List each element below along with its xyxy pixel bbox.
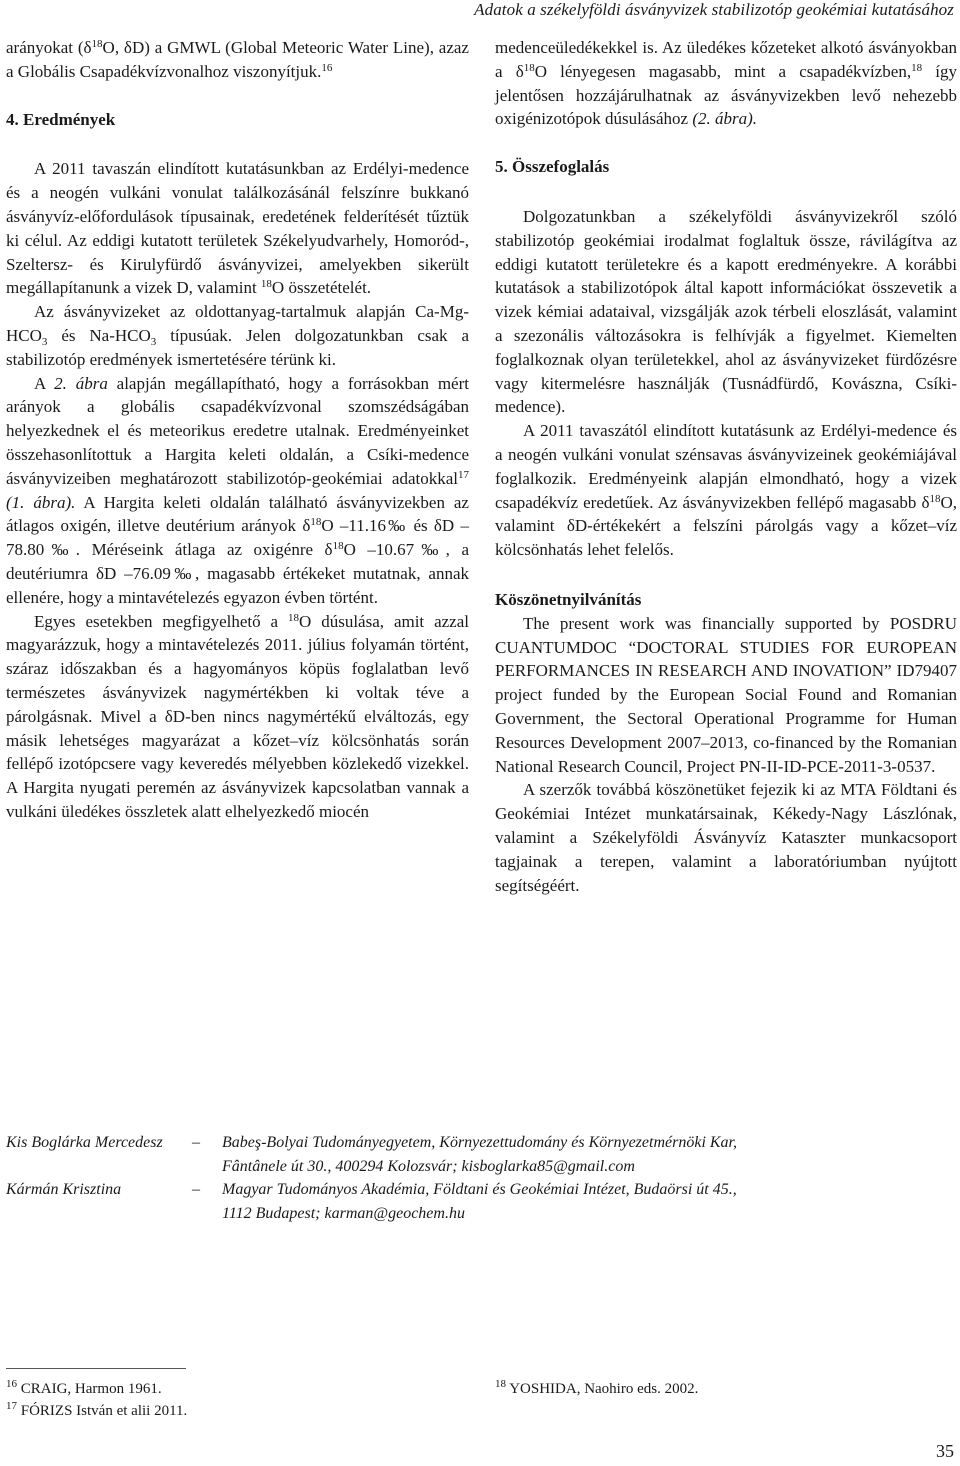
paragraph-intro-continued: arányokat ($\delta^{18}O$, δD) a GMWL (Global Meteoric Water Line), azaz a Globális Csapadékvízvonalhoz viszonyítjuk.$^{16}$ — [6, 38, 469, 81]
affiliation-line: Fântânele út 30., 400294 Kolozsvár; kisboglarka85@gmail.com — [222, 1157, 635, 1175]
author-name: Kármán Krisztina — [6, 1181, 122, 1198]
footnote-16: $^{16}$ CRAIG, Harmon 1961. — [6, 1378, 162, 1397]
footnotes-left — [6, 1378, 486, 1422]
author-dash: – — [192, 1181, 200, 1198]
author-entry — [6, 1178, 956, 1225]
paragraph-results-3: A 2. ábra alapján megállapítható, hogy a forrásokban mért arányok a globális csapadékvízvonal szomszédságában helyezkednek el és meteorikus eredetre utalnak. Eredményeinket összehasonlítottuk a Hargita keleti oldalán, a Csíki-medence ásványvizeiben meghatározott stabilizotóp-geokémiai adatokkal$^{17}$ (1. ábra). A Hargita keleti oldalán található ásványvizekben az átlagos oxigén, illetve deutérium arányok $\delta^{18}O$ –11.16‰ és δD –78.80‰. Méréseink átlaga az oxigénre $\delta^{18}O$ –10.67‰, a deutériumra δD –76.09‰, magasabb értékeket mutatnak, annak ellenére, hogy a mintavételezés egyazon évben történt. — [6, 373, 469, 607]
paragraph-acknowledgements-1: The present work was financially supported by POSDRU CUANTUMDOC “DOCTORAL STUDIES FOR EUROPEAN PERFORMANCES IN RESEARCH AND INOVATION” ID79407 project funded by the European Social Found and Romanian Government, the Sectoral Operational Programme for Human Resources Development 2007–2013, co-financed by the Romanian National Research Council, Project PN-II-ID-PCE-2011-3-0537. — [495, 613, 957, 776]
author-entry — [6, 1131, 956, 1178]
author-dash: – — [192, 1134, 200, 1151]
footnote-17: $^{17}$ FÓRIZS István et alii 2011. — [6, 1400, 188, 1419]
paragraph-results-continued: medenceüledékekkel is. Az üledékes kőzeteket alkotó ásványokban a $\delta^{18}O$ lényegesen magasabb, mint a csapadékvízben,$^{18}$ így jelentősen hozzájárulhatnak az ásványvizekben levő nehezebb oxigénizotópok dúsulásához (2. ábra). — [495, 38, 957, 129]
left-column — [6, 36, 469, 824]
paragraph-results-4: Egyes esetekben megfigyelhető a $^{18}$O dúsulása, amit azzal magyarázzuk, hogy a mintavételezés 2011. július folyamán történt, száraz időszakban és a hagyományos köpüs foglalatban levő természetes ásványvizek nagymértékben ki voltak téve a párolgásnak. Mivel a δD-ben nincs nagymértékű elváltozás, egy másik lehetséges magyarázat a kőzet–víz kölcsönhatás során fellépő izotópcsere vagy keveredés mélyebben közlekedő vizekkel. A Hargita nyugati peremén az ásványvizek kapcsolatban vannak a vulkáni üledékes összletek alatt elhelyezkedő miocén — [6, 611, 469, 821]
author-name: Kis Boglárka Mercedesz — [6, 1134, 163, 1151]
author-affiliations — [6, 1131, 956, 1225]
section-heading-results: 4. Eredmények — [6, 109, 116, 129]
author-affiliation — [222, 1131, 956, 1178]
affiliation-line: Magyar Tudományos Akadémia, Földtani és Geokémiai Intézet, Budaörsi út 45., — [222, 1181, 737, 1198]
running-header: Adatok a székelyföldi ásványvizek stabilizotóp geokémiai kutatásához — [474, 0, 954, 19]
footnotes-right — [495, 1378, 955, 1400]
affiliation-line: 1112 Budapest; karman@geochem.hu — [222, 1204, 465, 1222]
paragraph-acknowledgements-2: A szerzők továbbá köszönetüket fejezik ki az MTA Földtani és Geokémiai Intézet munkatársainak, Kékedy-Nagy Lászlónak, valamint a Székelyföldi Ásványvíz Kataszter munkacsoport tagjainak a terepen, valamint a laboratóriumban nyújtott segítségéért. — [495, 780, 957, 895]
paragraph-summary-1: Dolgozatunkban a székelyföldi ásványvizekről szóló stabilizotóp geokémiai irodalmat foglaltuk össze, rávilágítva az eddigi kutatott területekre és a kapott eredményekre. A korábbi kutatások a stabilizotópok által kapott információkat összevetik a vizek kémiai adataival, vizsgálják azok térbeli eloszlását, valamint a szezonális változásokra is felhívják a figyelmet. Kiemelten foglalkoznak olyan területekkel, ahol az ásványvizeket fürdőzésre vagy kitermelésre használják (Tusnádfürdő, Kovászna, Csíki-medence). — [495, 206, 957, 417]
page-number: 35 — [936, 1441, 954, 1461]
paragraph-results-1: A 2011 tavaszán elindított kutatásunkban az Erdélyi-medence és a neogén vulkáni vonulat találkozásánál felszínre bukkanó ásványvíz-előfordulások típusainak, eredetének felderítését tűztük ki célul. Az eddigi kutatott területek Székelyudvarhely, Homoród-, Szeltersz- és Kirulyfürdő ásványvizei, amelyekben sikerült megállapítanunk a vizek D, valamint $^{18}$O összetételét. — [6, 159, 469, 298]
paragraph-results-2: Az ásványvizeket az oldottanyag-tartalmuk alapján $Ca-Mg-HCO_3$ és $Na-HCO_3$ típusúak. Jelen dolgozatunkban csak a stabilizotóp eredmények ismertetésére térünk ki. — [6, 302, 469, 369]
right-column — [495, 36, 957, 897]
section-heading-acknowledgements: Köszönetnyilvánítás — [495, 589, 642, 609]
author-affiliation — [222, 1178, 956, 1225]
paragraph-summary-2: A 2011 tavaszától elindított kutatásunk az Erdélyi-medence és a neogén vulkáni vonulat szénsavas ásványvizeinek geokémiájával foglalkozik. Eredményeink alapján elmondható, hogy a vizek csapadékvíz eredetűek. Az ásványvizekben fellépő magasabb $\delta^{18}O$, valamint δD-értékekért a felszíni párolgás vagy a kőzet–víz kölcsönhatás lehet felelős. — [495, 421, 957, 560]
footnote-18: $^{18}$ YOSHIDA, Naohiro eds. 2002. — [495, 1378, 699, 1397]
footnote-rule — [6, 1368, 186, 1369]
section-heading-summary: 5. Összefoglalás — [495, 157, 610, 177]
affiliation-line: Babeş-Bolyai Tudományegyetem, Környezettudomány és Környezetmérnöki Kar, — [222, 1134, 738, 1151]
